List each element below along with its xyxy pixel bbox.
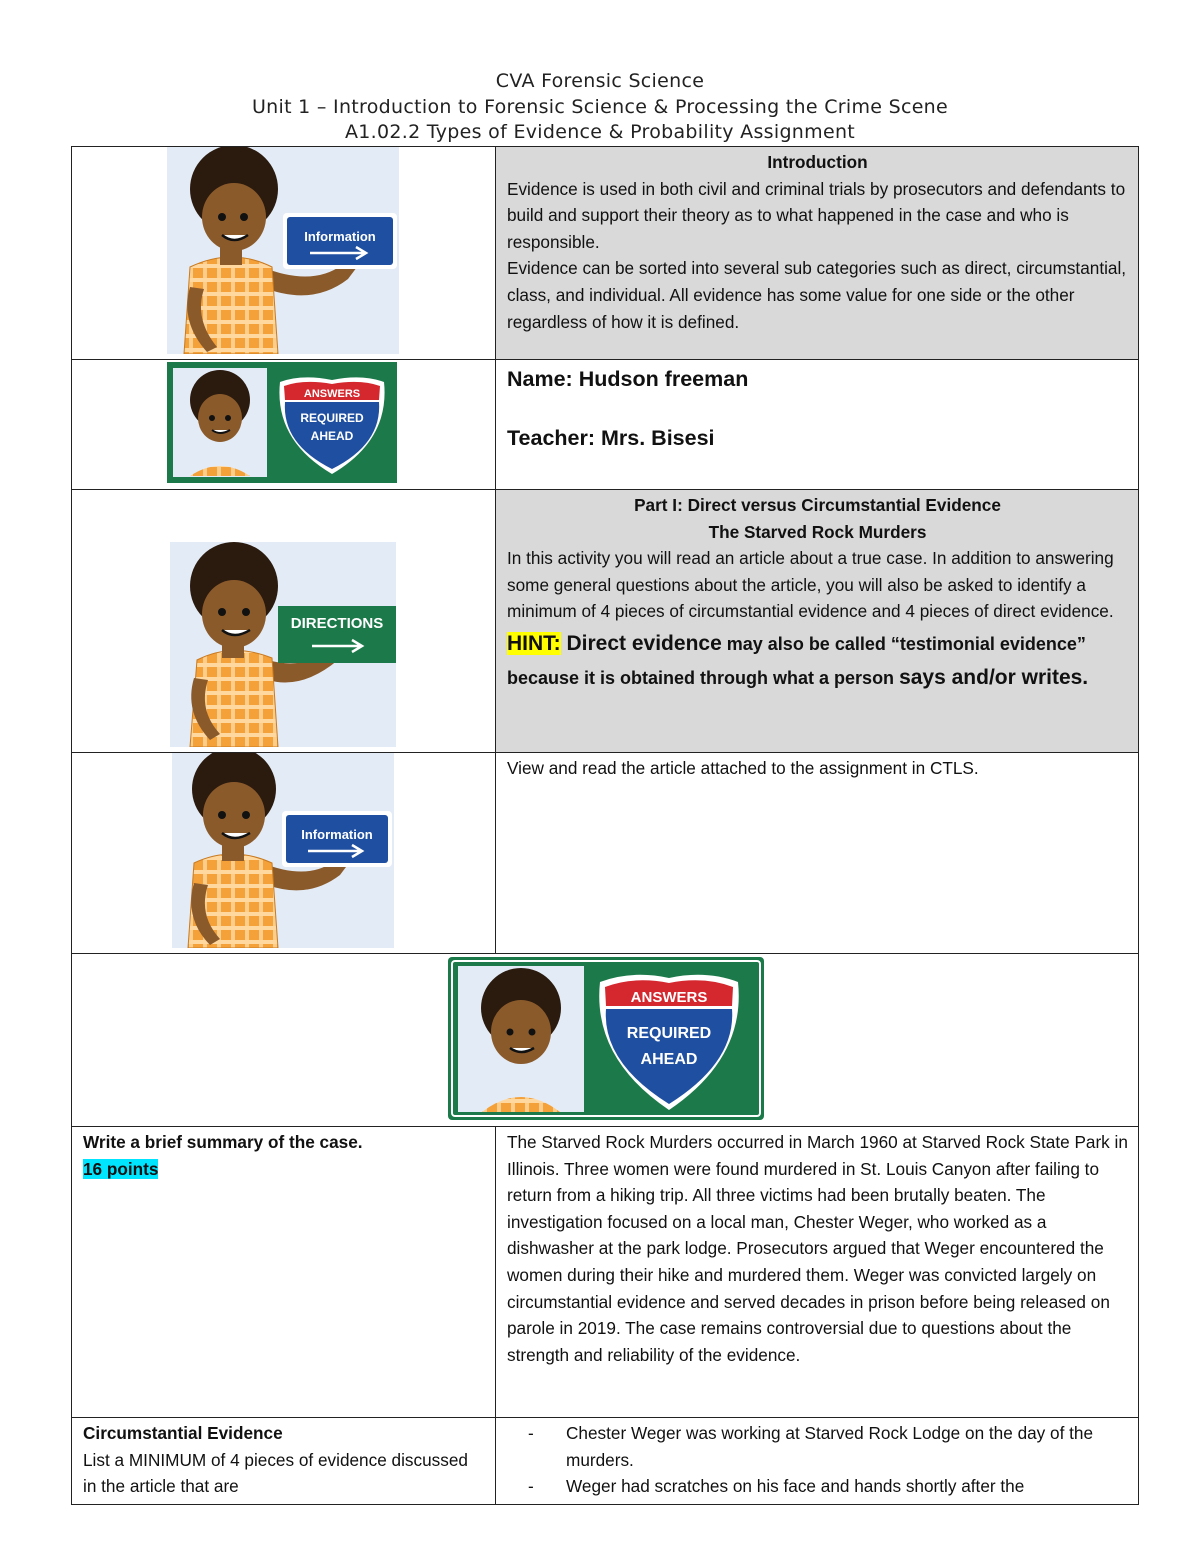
teacher-name: Teacher: Mrs. Bisesi [507,426,715,450]
circumstantial-title: Circumstantial Evidence [83,1423,283,1443]
answers-sign-top: ANSWERS [303,388,361,400]
doc-title-course: CVA Forensic Science [495,70,705,92]
list-item: - Weger had scratches on his face and hands shortly after the [528,1476,1025,1497]
view-article-row [72,753,1139,954]
information-sign-icon-2 [282,811,392,867]
view-article-cell [496,753,1139,954]
student-info-row [72,360,1139,490]
summary-answer-cell[interactable] [496,1127,1139,1418]
part1-row [72,490,1139,753]
answers-sign-mid: REQUIRED [300,411,364,425]
intro-figure-cell [72,147,496,360]
summary-prompt: Write a brief summary of the case. [83,1132,363,1152]
case-title: The Starved Rock Murders [708,521,927,542]
answers-sign-top-large: ANSWERS [630,989,708,1006]
circumstantial-prompt-cell [72,1418,496,1505]
answers-required-sign-small [72,360,495,484]
presenter-information-figure [72,147,495,354]
information-sign-label-2: Information [301,827,373,842]
answers-banner-row [72,954,1139,1127]
summary-row [72,1127,1139,1418]
information-sign-label: Information [304,229,376,244]
assignment-table [71,146,1139,1505]
answers-figure-cell-small [72,360,496,490]
part1-title: Part I: Direct versus Circumstantial Evidence [634,495,1001,515]
summary-points: 16 points [83,1158,159,1179]
information-sign-icon [283,213,397,269]
directions-sign-label: DIRECTIONS [290,615,384,632]
answers-sign-bot-large: AHEAD [640,1051,698,1068]
view-article-text: View and read the article attached to the assignment in CTLS. [507,758,979,778]
circumstantial-answer-cell[interactable] [496,1418,1139,1505]
hint-label: HINT: [507,631,561,655]
hint-direct-evidence: Direct evidence [560,631,722,655]
circumstantial-list [496,1420,1128,1500]
intro-paragraph-2: Evidence can be sorted into several sub categories such as direct, circumstantial, class, and individual. All evidence has some value for one side or the other regardless of how it is defined. [507,258,1127,332]
hint-text [507,627,1128,695]
answers-sign-bot: AHEAD [310,429,354,443]
part1-instructions: In this activity you will read an article about a true case. In addition to answering some general questions about the article, you will also be asked to identify a minimum of 4 pieces of circumstantial evidence and 4 pieces of direct evidence. [507,548,1114,622]
presenter-directions-figure [72,490,495,747]
information-figure-cell-2 [72,753,496,954]
doc-title-unit: Unit 1 – Introduction to Forensic Science & Processing the Crime Scene [251,96,949,118]
summary-answer: The Starved Rock Murders occurred in March 1960 at Starved Rock State Park in Illinois. Three women were found murdered in St. Louis Canyon after failing to return from a hiking trip. All three victims had been brutally beaten. The investigation focused on a local man, Chester Weger, who worked as a dishwasher at the park lodge. Prosecutors argued that Weger encountered the women during their hike and murdered them. Weger was convicted largely on circumstantial evidence and served decades in prison before being released on parole in 2019. The case remains controversial due to questions about the strength and reliability of the evidence. [507,1132,1128,1365]
intro-row [72,147,1139,360]
directions-figure-cell [72,490,496,753]
directions-sign-icon [278,606,396,663]
intro-text-cell [496,147,1139,360]
summary-prompt-cell [72,1127,496,1418]
student-name: Name: Hudson freeman [507,367,749,391]
doc-title-assignment: A1.02.2 Types of Evidence & Probability Assignment [344,121,856,143]
list-item: - Chester Weger was working at Starved Rock Lodge on the day of the murders. [528,1423,1094,1470]
answers-sign-mid-large: REQUIRED [626,1025,712,1042]
hint-says-writes: says and/or writes. [899,665,1089,689]
presenter-information-figure-2 [72,753,495,948]
hint-body: may also be called “testimonial evidence” because it is obtained through what a person [507,633,1086,688]
student-info-cell [496,360,1139,490]
answers-banner-cell [72,954,1139,1127]
intro-paragraph-1: Evidence is used in both civil and criminal trials by prosecutors and defendants to build and support their theory as to what happened in the case and who is responsible. [507,178,1126,252]
intro-title: Introduction [767,152,868,172]
answers-required-sign-large [72,954,1138,1121]
circumstantial-row [72,1418,1139,1505]
circumstantial-prompt: List a MINIMUM of 4 pieces of evidence discussed in the article that are [83,1449,468,1497]
part1-text-cell [496,490,1139,753]
